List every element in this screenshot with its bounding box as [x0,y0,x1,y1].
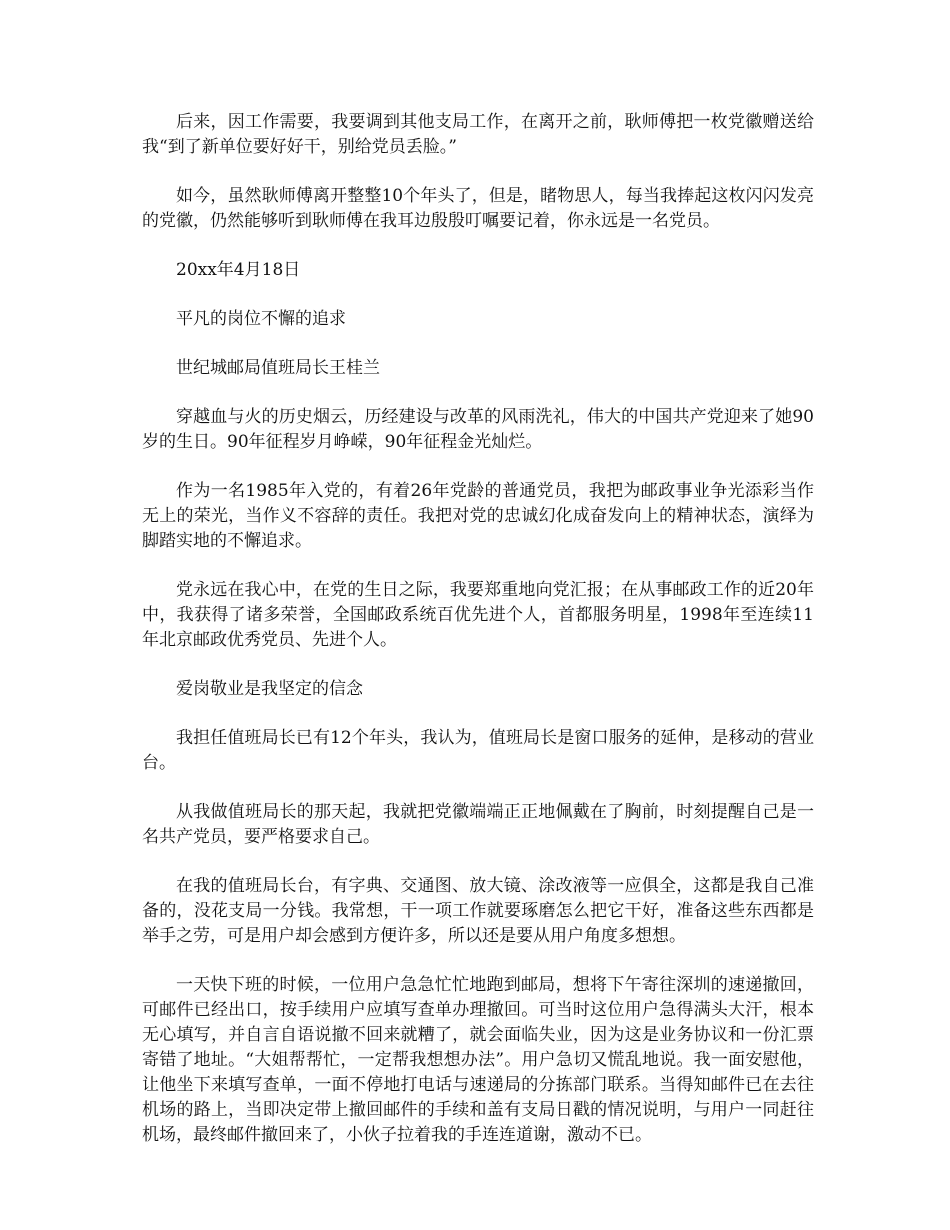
paragraph-party-badge: 从我做值班局长的那天起，我就把党徽端端正正地佩戴在了胸前，时刻提醒自己是一名共产党员，要严格要求自己。 [142,802,814,847]
article-title: 平凡的岗位不懈的追求 [176,309,346,329]
paragraph-duty-manager: 我担任值班局长已有12个年头，我认为，值班局长是窗口服务的延伸，是移动的营业台。 [142,728,814,773]
article-author: 世纪城邮局值班局长王桂兰 [176,358,380,378]
section-heading-dedication: 爱岗敬业是我坚定的信念 [176,679,363,699]
paragraph-express-story: 一天快下班的时候，一位用户急急忙忙地跑到邮局，想将下午寄往深圳的速递撤回，可邮件已经出口，按手续用户应填写查单办理撤回。可当时这位用户急得满头大汗，根本无心填写，并自言自语说撤不回来就糟了，就会面临失业，因为这是业务协议和一份汇票寄错了地址。“大姐帮帮忙，一定帮我想想办法”。用户急切又慌乱地说。我一面安慰他，让他坐下来填写查单，一面不停地打电话与速递局的分拣部门联系。当得知邮件已在去往机场的路上，当即决定带上撤回邮件的手续和盖有支局日戳的情况说明，与用户一同赶往机场，最终邮件撤回来了，小伙子拉着我的手连连道谢，激动不已。 [142,975,814,1145]
paragraph-party-member: 作为一名1985年入党的，有着26年党龄的普通党员，我把为邮政事业争光添彩当作无上的荣光，当作义不容辞的责任。我把对党的忠诚幻化成奋发向上的精神状态，演绎为脚踏实地的不懈追求。 [142,481,814,551]
paragraph-badge-gift: 后来，因工作需要，我要调到其他支局工作，在离开之前，耿师傅把一枚党徽赠送给我“到了新单位要好好干，别给党员丢脸。” [142,112,814,157]
paragraph-memory: 如今，虽然耿师傅离开整整10个年头了，但是，睹物思人，每当我捧起这枚闪闪发亮的党徽，仍然能够听到耿师傅在我耳边殷殷叮嘱要记着，你永远是一名党员。 [142,186,814,231]
paragraph-anniversary: 穿越血与火的历史烟云，历经建设与改革的风雨洗礼，伟大的中国共产党迎来了她90岁的生日。90年征程岁月峥嵘，90年征程金光灿烂。 [142,407,814,452]
paragraph-service-desk: 在我的值班局长台，有字典、交通图、放大镜、涂改液等一应俱全，这都是我自己准备的，没花支局一分钱。我常想，干一项工作就要琢磨怎么把它干好，准备这些东西都是举手之劳，可是用户却会感到方便许多，所以还是要从用户角度多想想。 [142,876,814,946]
document-body [142,110,814,1172]
paragraph-honors: 党永远在我心中，在党的生日之际，我要郑重地向党汇报；在从事邮政工作的近20年中，我获得了诸多荣誉，全国邮政系统百优先进个人，首都服务明星，1998年至连续11年北京邮政优秀党员、先进个人。 [142,580,814,650]
date-line: 20xx年4月18日 [176,260,301,280]
